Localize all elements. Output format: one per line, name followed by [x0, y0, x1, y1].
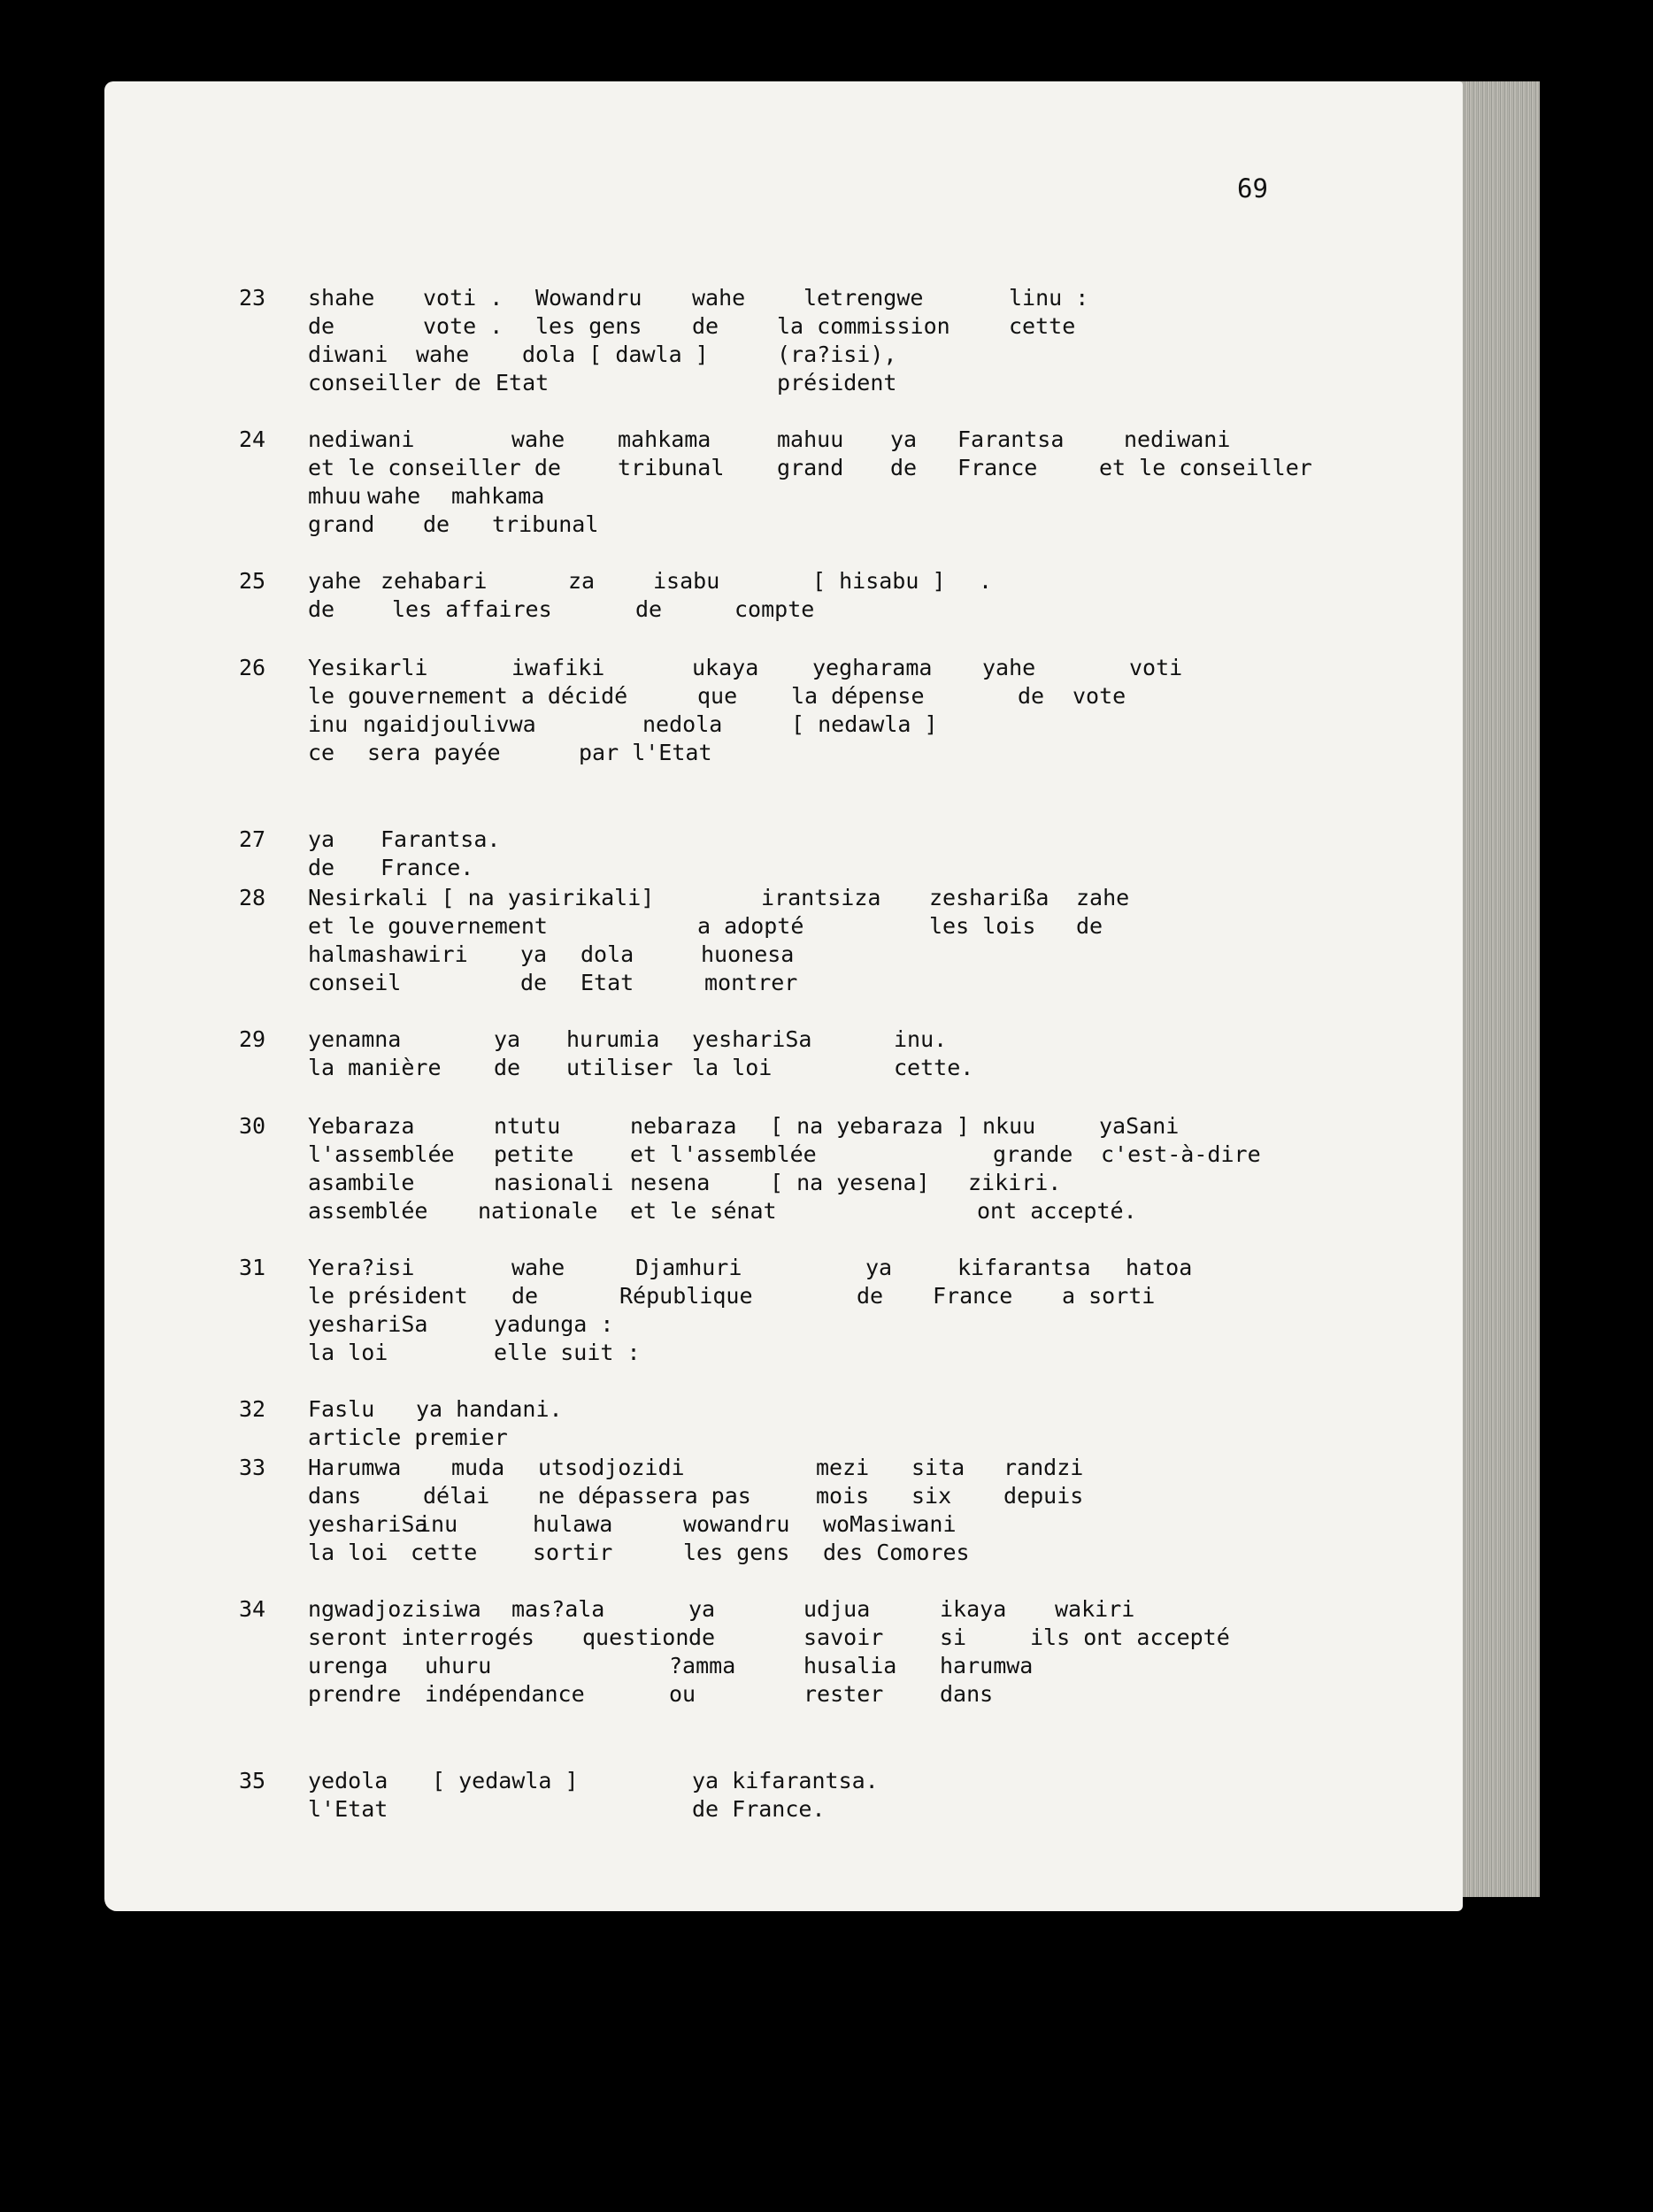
gloss-word: et l'assemblée: [630, 1141, 817, 1167]
gloss-word: seront interrogés: [308, 1624, 534, 1650]
page-number: 69: [1237, 173, 1268, 204]
source-word: nkuu: [982, 1113, 1036, 1139]
gloss-word: des Comores: [823, 1540, 970, 1565]
entry-number: 35: [239, 1768, 266, 1793]
source-word: yegharama: [812, 655, 933, 680]
gloss-word: article premier: [308, 1425, 508, 1450]
source-word: mahkama: [618, 426, 711, 452]
gloss-word: conseil: [308, 970, 402, 995]
source-word: halmashawiri: [308, 941, 468, 967]
gloss-word: dans: [308, 1483, 362, 1509]
source-word: Yebaraza: [308, 1113, 415, 1139]
gloss-word: petite: [494, 1141, 574, 1167]
gloss-word: dans: [940, 1681, 994, 1707]
entry-number: 28: [239, 885, 266, 910]
source-word: husalia: [803, 1653, 897, 1678]
gloss-word: le président: [308, 1283, 468, 1309]
gloss-word: sera payée: [367, 740, 501, 765]
gloss-word: de: [1018, 683, 1045, 709]
entry-number: 24: [239, 426, 266, 452]
gloss-word: assemblée: [308, 1198, 428, 1224]
gloss-word: vote: [1073, 683, 1126, 709]
source-word: zesharißa: [929, 885, 1049, 910]
source-word: ya: [308, 826, 335, 852]
gloss-word: elle suit :: [494, 1340, 641, 1365]
source-word: ngaidjoulivwa: [363, 711, 536, 737]
gloss-word: République: [619, 1283, 753, 1309]
entry-number: 31: [239, 1255, 266, 1280]
source-word: ya: [890, 426, 918, 452]
source-word: linu :: [1009, 285, 1089, 311]
gloss-word: savoir: [803, 1624, 884, 1650]
source-word: Yesikarli: [308, 655, 428, 680]
source-word: nediwani: [1124, 426, 1231, 452]
gloss-word: montrer: [704, 970, 798, 995]
source-word: Farantsa.: [381, 826, 501, 852]
source-word: dola [ dawla ]: [522, 342, 709, 367]
gloss-word: de: [423, 511, 450, 537]
entry-number: 27: [239, 826, 266, 852]
source-word: letrengwe: [803, 285, 924, 311]
gloss-word: cette: [411, 1540, 478, 1565]
gloss-word: l'assemblée: [308, 1141, 455, 1167]
source-word: dola: [580, 941, 634, 967]
gloss-word: Etat: [580, 970, 634, 995]
source-word: yahe: [308, 568, 362, 594]
source-word: Faslu: [308, 1396, 375, 1422]
source-word: [ yedawla ]: [432, 1768, 579, 1793]
gloss-word: de: [511, 1283, 539, 1309]
source-word: [ hisabu ]: [812, 568, 946, 594]
source-word: zehabari: [381, 568, 488, 594]
gloss-word: cette.: [894, 1055, 974, 1080]
source-word: [ na yebaraza ]: [770, 1113, 970, 1139]
source-word: asambile: [308, 1170, 415, 1195]
entry-number: 30: [239, 1113, 266, 1139]
gloss-word: vote .: [423, 313, 504, 339]
source-word: zahe: [1076, 885, 1130, 910]
source-word: ukaya: [692, 655, 759, 680]
source-word: wahe: [692, 285, 746, 311]
gloss-word: ce: [308, 740, 335, 765]
source-word: wahe: [416, 342, 470, 367]
source-word: nedola: [642, 711, 723, 737]
gloss-word: les lois: [929, 913, 1036, 939]
gloss-word: ou: [669, 1681, 696, 1707]
source-word: yaSani: [1099, 1113, 1180, 1139]
gloss-word: ont accepté.: [977, 1198, 1137, 1224]
entry-number: 23: [239, 285, 266, 311]
gloss-word: de: [890, 455, 918, 480]
source-word: mahuu: [777, 426, 844, 452]
gloss-word: l'Etat: [308, 1796, 388, 1822]
gloss-word: le gouvernement a décidé: [308, 683, 628, 709]
source-word: utsodjozidi: [538, 1455, 685, 1480]
source-word: yeshariSa: [308, 1311, 428, 1337]
gloss-word: six: [911, 1483, 952, 1509]
gloss-word: compte: [734, 596, 815, 622]
gloss-word: mois: [816, 1483, 870, 1509]
gloss-word: de: [308, 596, 335, 622]
source-word: ya kifarantsa.: [692, 1768, 879, 1793]
gloss-word: cette: [1009, 313, 1076, 339]
gloss-word: de: [494, 1055, 521, 1080]
source-word: iwafiki: [511, 655, 605, 680]
gloss-word: et le gouvernement: [308, 913, 548, 939]
source-word: Harumwa: [308, 1455, 402, 1480]
gloss-word: de: [1076, 913, 1103, 939]
source-word: sita: [911, 1455, 965, 1480]
gloss-word: ils ont accepté: [1030, 1624, 1230, 1650]
source-word: zikiri.: [968, 1170, 1062, 1195]
source-word: mezi: [816, 1455, 870, 1480]
gloss-word: si: [940, 1624, 967, 1650]
source-word: nebaraza: [630, 1113, 737, 1139]
source-word: yedola: [308, 1768, 388, 1793]
source-word: ya: [494, 1026, 521, 1052]
source-word: muda: [451, 1455, 505, 1480]
entry-number: 32: [239, 1396, 266, 1422]
source-word: wahe: [511, 1255, 565, 1280]
source-word: ntutu: [494, 1113, 561, 1139]
book-page-edges: [1451, 81, 1540, 1897]
gloss-word: la dépense: [791, 683, 925, 709]
gloss-word: et le conseiller: [1099, 455, 1312, 480]
source-word: isabu: [653, 568, 720, 594]
entry-number: 33: [239, 1455, 266, 1480]
source-word: shahe: [308, 285, 375, 311]
source-word: nasionali: [494, 1170, 614, 1195]
gloss-word: tribunal: [618, 455, 725, 480]
gloss-word: conseiller de: [308, 370, 481, 396]
source-word: mahkama: [451, 483, 545, 509]
source-word: .: [979, 568, 993, 594]
source-word: ikaya: [940, 1596, 1007, 1622]
source-word: yeshariSa: [692, 1026, 812, 1052]
gloss-word: président: [777, 370, 897, 396]
gloss-word: de: [635, 596, 663, 622]
gloss-word: grand: [777, 455, 844, 480]
gloss-word: a adopté: [697, 913, 804, 939]
source-word: kifarantsa: [957, 1255, 1091, 1280]
source-word: wakiri: [1055, 1596, 1135, 1622]
gloss-word: les gens: [683, 1540, 790, 1565]
source-word: hurumia: [566, 1026, 660, 1052]
source-word: wahe: [511, 426, 565, 452]
source-word: [ na yesena]: [770, 1170, 930, 1195]
gloss-word: Etat: [496, 370, 550, 396]
gloss-word: la loi: [692, 1055, 773, 1080]
source-word: ngwadjozisiwa: [308, 1596, 481, 1622]
source-word: inu: [308, 711, 349, 737]
source-word: hulawa: [533, 1511, 613, 1537]
source-word: ya: [865, 1255, 893, 1280]
source-word: Farantsa: [957, 426, 1065, 452]
source-word: urenga: [308, 1653, 388, 1678]
gloss-word: de: [692, 313, 719, 339]
source-word: ya: [688, 1596, 716, 1622]
gloss-word: de: [520, 970, 548, 995]
source-word: za: [568, 568, 596, 594]
gloss-word: rester: [803, 1681, 884, 1707]
source-word: huonesa: [701, 941, 795, 967]
entry-number: 25: [239, 568, 266, 594]
gloss-word: indépendance: [425, 1681, 585, 1707]
source-word: nediwani: [308, 426, 415, 452]
source-word: ?amma: [669, 1653, 736, 1678]
source-word: voti: [1129, 655, 1183, 680]
gloss-word: nationale: [478, 1198, 598, 1224]
gloss-word: la loi: [308, 1540, 388, 1565]
gloss-word: tribunal: [492, 511, 599, 537]
entry-number: 34: [239, 1596, 266, 1622]
source-word: inu.: [894, 1026, 948, 1052]
gloss-word: France: [957, 455, 1038, 480]
gloss-word: question: [582, 1624, 689, 1650]
source-word: yeshariSa: [308, 1511, 428, 1537]
gloss-word: utiliser: [566, 1055, 673, 1080]
gloss-word: de: [688, 1624, 716, 1650]
source-word: mhuu: [308, 483, 362, 509]
gloss-word: la loi: [308, 1340, 388, 1365]
source-word: uhuru: [425, 1653, 492, 1678]
source-word: (ra?isi),: [777, 342, 897, 367]
gloss-word: grande: [993, 1141, 1073, 1167]
entry-number: 26: [239, 655, 266, 680]
gloss-word: sortir: [533, 1540, 613, 1565]
gloss-word: la commission: [777, 313, 950, 339]
source-word: ya: [520, 941, 548, 967]
source-word: Yera?isi: [308, 1255, 415, 1280]
source-word: [ nedawla ]: [791, 711, 938, 737]
gloss-word: ne dépassera pas: [538, 1483, 751, 1509]
gloss-word: France: [933, 1283, 1013, 1309]
source-word: mas?ala: [511, 1596, 605, 1622]
source-word: irantsiza: [761, 885, 881, 910]
source-word: ya handani.: [416, 1396, 563, 1422]
source-word: yahe: [982, 655, 1036, 680]
source-word: yadunga :: [494, 1311, 614, 1337]
source-word: udjua: [803, 1596, 871, 1622]
gloss-word: et le sénat: [630, 1198, 777, 1224]
source-word: hatoa: [1126, 1255, 1193, 1280]
gloss-word: France.: [381, 855, 474, 880]
gloss-word: et le conseiller de: [308, 455, 561, 480]
gloss-word: grand: [308, 511, 375, 537]
gloss-word: depuis: [1003, 1483, 1084, 1509]
source-word: Nesirkali [ na yasirikali]: [308, 885, 655, 910]
gloss-word: les gens: [535, 313, 642, 339]
source-word: harumwa: [940, 1653, 1034, 1678]
entry-number: 29: [239, 1026, 266, 1052]
gloss-word: a sorti: [1062, 1283, 1156, 1309]
source-word: inu: [418, 1511, 458, 1537]
source-word: wahe: [367, 483, 421, 509]
source-word: woMasiwani: [823, 1511, 957, 1537]
source-word: wowandru: [683, 1511, 790, 1537]
source-word: voti .: [423, 285, 504, 311]
source-word: Wowandru: [535, 285, 642, 311]
gloss-word: par l'Etat: [579, 740, 712, 765]
gloss-word: les affaires: [392, 596, 552, 622]
gloss-word: c'est-à-dire: [1101, 1141, 1261, 1167]
source-word: Djamhuri: [635, 1255, 742, 1280]
gloss-word: délai: [423, 1483, 490, 1509]
gloss-word: la manière: [308, 1055, 442, 1080]
gloss-word: prendre: [308, 1681, 402, 1707]
gloss-word: de France.: [692, 1796, 826, 1822]
gloss-word: de: [308, 855, 335, 880]
source-word: randzi: [1003, 1455, 1084, 1480]
source-word: diwani: [308, 342, 388, 367]
source-word: yenamna: [308, 1026, 402, 1052]
gloss-word: de: [857, 1283, 884, 1309]
gloss-word: que: [697, 683, 738, 709]
gloss-word: de: [308, 313, 335, 339]
source-word: nesena: [630, 1170, 711, 1195]
